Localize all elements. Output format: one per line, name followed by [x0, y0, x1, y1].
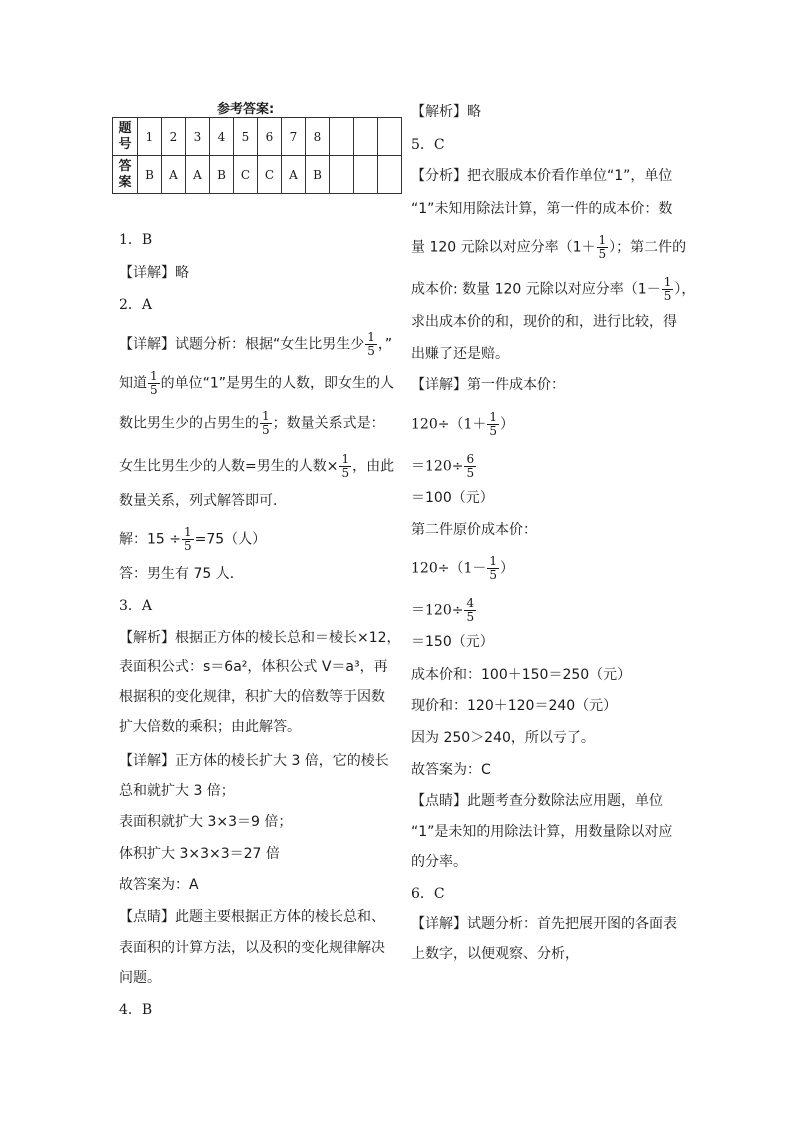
r-line: 【详解】试题分析：首先把展开图的各面表: [411, 916, 677, 932]
table-cell: 5: [234, 118, 258, 156]
denominator: 5: [367, 344, 375, 358]
r-line: ＝100（元）: [411, 490, 494, 506]
fraction: [148, 370, 160, 397]
text: 解：15 ÷: [119, 531, 181, 548]
q3-line: 表面积公式：s＝6a²，体积公式 V＝a³，再: [119, 659, 388, 675]
fraction: [182, 526, 194, 553]
table-cell: [354, 118, 378, 156]
numerator: 1: [489, 410, 497, 424]
table-cell: 2: [162, 118, 186, 156]
text: ，由此: [352, 458, 395, 475]
fraction: [464, 453, 476, 480]
numerator: 1: [341, 452, 350, 466]
q3-line: 表面积的计算方法，以及积的变化规律解决: [119, 940, 385, 956]
answer-title: 参考答案:: [217, 102, 275, 117]
q1-answer: 1．B: [119, 232, 153, 248]
numerator: 1: [489, 554, 497, 568]
denominator: 5: [262, 423, 270, 437]
r-line: [411, 597, 477, 624]
q2-line2: [119, 370, 394, 397]
r-line: 第二件原价成本价：: [411, 522, 537, 538]
q3-line: 总和就扩大 3 倍；: [119, 783, 235, 799]
r-line: 故答案为：C: [411, 762, 491, 778]
table-cell: [378, 156, 402, 194]
r-line: 的分率。: [411, 854, 467, 870]
fraction: [464, 597, 476, 624]
numerator: 6: [466, 452, 475, 466]
table-cell: B: [210, 156, 234, 194]
table-cell: 1: [138, 118, 162, 156]
fraction: [260, 410, 272, 437]
fraction: [365, 331, 377, 358]
r-line: 因为 250＞240，所以亏了。: [411, 730, 595, 746]
q3-line: 根据积的变化规律，积扩大的倍数等于因数: [119, 689, 385, 705]
table-cell: B: [138, 156, 162, 194]
r-line: [411, 555, 514, 582]
denominator: 5: [489, 568, 497, 582]
denominator: 5: [341, 466, 350, 480]
r-line: “1”未知用除法计算，第一件的成本价：数: [411, 201, 673, 217]
text: =75（人）: [194, 531, 267, 548]
r-line: 上数字，以便观察、分析，: [411, 946, 579, 962]
r-line: [411, 234, 686, 261]
table-cell: [330, 156, 354, 194]
fraction: [597, 234, 609, 261]
table-cell: 8: [306, 118, 330, 156]
text: 120÷（1＋: [411, 416, 487, 433]
r-line: “1”是未知的用除法计算，用数量除以对应: [411, 824, 673, 840]
denominator: 5: [466, 466, 475, 480]
text: ），: [674, 281, 696, 298]
table-cell: 3: [186, 118, 210, 156]
table-row: [113, 118, 402, 156]
table-cell: [330, 118, 354, 156]
text: ）: [500, 416, 514, 433]
text: ；数量关系式是：: [272, 415, 385, 432]
r-line: 【解析】略: [411, 104, 481, 120]
r-line: 【详解】第一件成本价：: [411, 377, 565, 393]
text: 数比男生少的占男生的: [119, 415, 259, 432]
q2-answer: 2．A: [119, 297, 153, 313]
fraction: [662, 276, 674, 303]
q4-answer: 4．B: [119, 1002, 153, 1018]
q2-line5: 数量关系，列式解答即可．: [119, 493, 287, 509]
row-header-number: 题 号: [113, 118, 138, 156]
q1-detail: 【详解】略: [119, 265, 189, 281]
numerator: 4: [466, 596, 475, 610]
r-line: [411, 411, 514, 438]
numerator: 1: [367, 330, 375, 344]
q3-line: 故答案为：A: [119, 877, 199, 893]
r-line: 成本价和：100＋150＝250（元）: [411, 667, 632, 683]
q3-answer: 3．A: [119, 598, 153, 614]
table-cell: 7: [282, 118, 306, 156]
numerator: 1: [262, 409, 270, 423]
r-line: 求出成本价的和，现价的和，进行比较，得: [411, 314, 677, 330]
r-line: 【分析】把衣服成本价看作单位“1”，单位: [411, 168, 673, 184]
denominator: 5: [598, 247, 607, 261]
numerator: 1: [598, 233, 607, 247]
denominator: 5: [184, 539, 192, 553]
r-line: ＝150（元）: [411, 634, 494, 650]
q6-answer: 6．C: [411, 886, 445, 902]
q2-solution: [119, 526, 266, 553]
table-cell: A: [282, 156, 306, 194]
numerator: 1: [663, 275, 672, 289]
table-cell: B: [306, 156, 330, 194]
q3-line: 扩大倍数的乘积；由此解答。: [119, 719, 301, 735]
table-cell: 4: [210, 118, 234, 156]
numerator: 1: [184, 525, 192, 539]
table-cell: C: [258, 156, 282, 194]
denominator: 5: [150, 383, 158, 397]
text: ）: [500, 560, 514, 577]
q5-answer: 5．C: [411, 137, 445, 153]
text: 女生比男生少的人数=男生的人数×: [119, 458, 339, 475]
q3-line: 问题。: [119, 970, 161, 986]
denominator: 5: [489, 424, 497, 438]
q3-line: 【详解】正方体的棱长扩大 3 倍，它的棱长: [119, 753, 389, 769]
fraction: [487, 555, 499, 582]
q3-line: 体积扩大 3×3×3＝27 倍: [119, 846, 280, 862]
r-line: [411, 453, 477, 480]
q2-line1: [119, 331, 392, 358]
q2-line4: [119, 453, 394, 480]
text: 【详解】试题分析：根据“女生比男生少: [119, 336, 365, 353]
r-line: 现价和：120＋120＝240（元）: [411, 698, 618, 714]
denominator: 5: [466, 610, 475, 624]
table-cell: 6: [258, 118, 282, 156]
text: ＝120÷: [411, 602, 464, 619]
r-line: [411, 276, 695, 303]
denominator: 5: [663, 289, 672, 303]
fraction: [487, 411, 499, 438]
row-header-answer: 答 案: [113, 156, 138, 194]
q2-answer-text: 答：男生有 75 人．: [119, 566, 244, 582]
text: 量 120 元除以对应分率（1＋: [411, 239, 596, 256]
table-cell: [378, 118, 402, 156]
q3-line: 【解析】根据正方体的棱长总和＝棱长×12，: [119, 630, 401, 646]
text: 120÷（1－: [411, 560, 487, 577]
q3-line: 【点睛】此题主要根据正方体的棱长总和、: [119, 909, 385, 925]
table-row: [113, 156, 402, 194]
numerator: 1: [150, 369, 158, 383]
q3-line: 表面积就扩大 3×3＝9 倍；: [119, 814, 293, 830]
answer-table: [112, 117, 402, 194]
text: ，”: [377, 336, 393, 353]
text: ）；第二件的: [609, 239, 687, 256]
q2-line3: [119, 410, 385, 437]
table-cell: A: [186, 156, 210, 194]
r-line: 出赚了还是赔。: [411, 346, 509, 362]
table-cell: A: [162, 156, 186, 194]
table-cell: [354, 156, 378, 194]
text: 的单位“1”是男生的人数，即女生的人: [160, 375, 395, 392]
table-cell: C: [234, 156, 258, 194]
text: 知道: [119, 375, 147, 392]
fraction: [339, 453, 351, 480]
r-line: 【点睛】此题考查分数除法应用题，单位: [411, 793, 663, 809]
text: ＝120÷: [411, 458, 464, 475]
text: 成本价: 数量 120 元除以对应分率（1－: [411, 281, 661, 298]
